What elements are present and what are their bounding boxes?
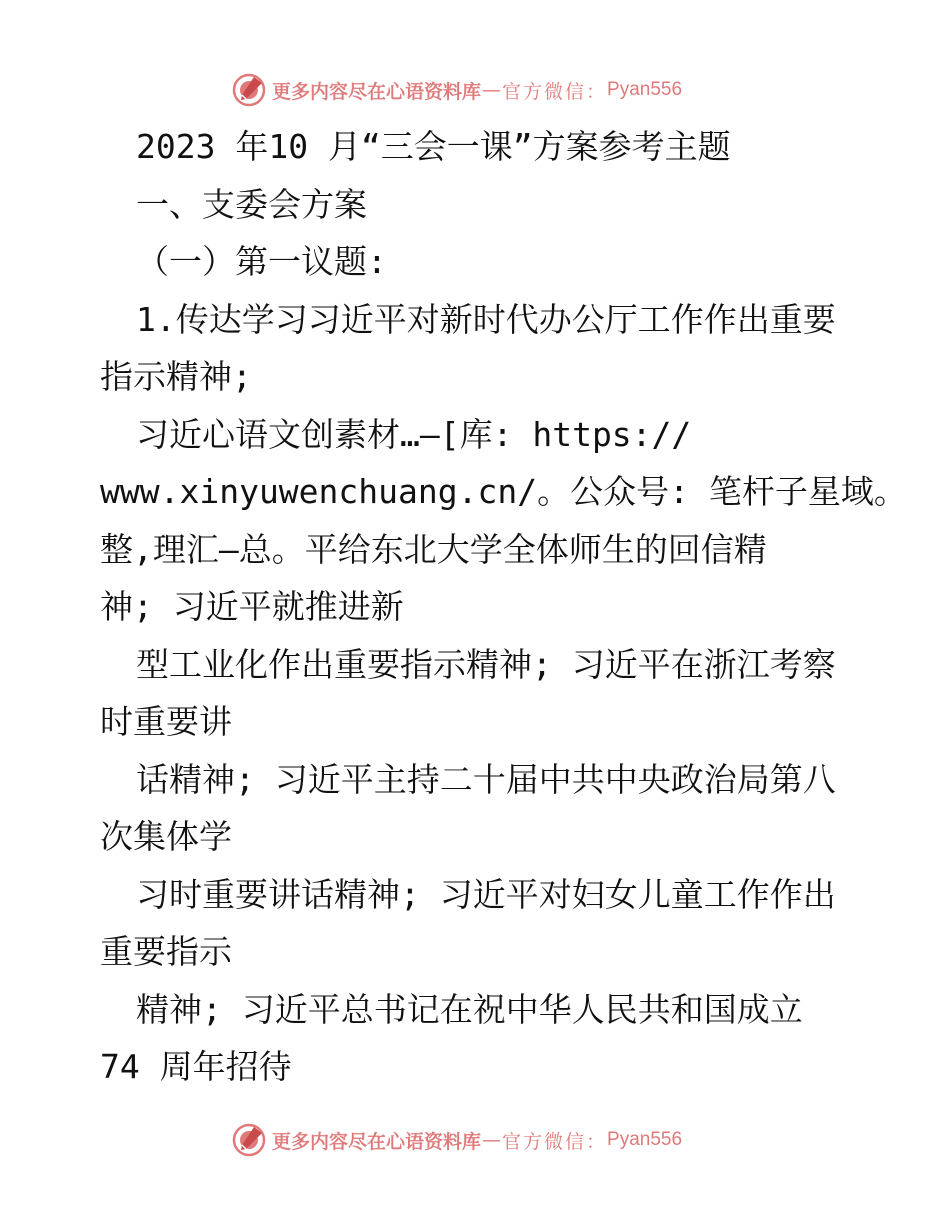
paragraph-line: 1.传达学习习近平对新时代办公厅工作作出重要 [136, 299, 836, 339]
quill-seal-icon [232, 1123, 266, 1157]
footer-banner[interactable] [232, 1120, 682, 1160]
banner-wechat-id: Pyan556 [607, 79, 683, 100]
header-banner[interactable] [232, 70, 682, 110]
subsection-heading: （一）第一议题: [136, 242, 387, 281]
quill-seal-icon [232, 73, 266, 107]
paragraph-line: 次集体学 [100, 817, 232, 856]
banner-official-label: 官方微信： [502, 1130, 608, 1153]
paragraph-line: 型工业化作出重要指示精神; 习近平在浙江考察 [136, 644, 836, 684]
banner-dash: — [482, 1129, 502, 1151]
document-title: 2023 年10 月“三会一课”方案参考主题 [136, 127, 731, 166]
banner-text: 更多内容尽在心语资料库 [272, 1130, 482, 1153]
banner-text: 更多内容尽在心语资料库 [272, 80, 482, 103]
paragraph-line: 习近心语文创素材…—[库: https:// [136, 414, 692, 454]
paragraph-line: 重要指示 [100, 932, 232, 971]
paragraph-line: www.xinyuwenchuang.cn/。公众号: 笔杆子星域。 [100, 472, 907, 511]
banner-wechat-id: Pyan556 [607, 1129, 683, 1150]
paragraph-line: 习时重要讲话精神; 习近平对妇女儿童工作作出 [136, 874, 836, 914]
paragraph-line: 话精神; 习近平主持二十届中共中央政治局第八 [136, 759, 836, 799]
paragraph-line: 神; 习近平就推进新 [100, 587, 404, 626]
paragraph-line: 74 周年招待 [100, 1047, 292, 1086]
paragraph-line: 时重要讲 [100, 702, 232, 741]
banner-dash: — [482, 79, 502, 101]
document-body [100, 118, 907, 1096]
paragraph-line: 指示精神; [100, 357, 252, 396]
section-heading: 一、支委会方案 [136, 184, 367, 224]
banner-official-label: 官方微信： [502, 80, 608, 103]
paragraph-line: 整,理汇—总。平给东北大学全体师生的回信精 [100, 529, 767, 569]
paragraph-line: 精神; 习近平总书记在祝中华人民共和国成立 [136, 989, 803, 1029]
